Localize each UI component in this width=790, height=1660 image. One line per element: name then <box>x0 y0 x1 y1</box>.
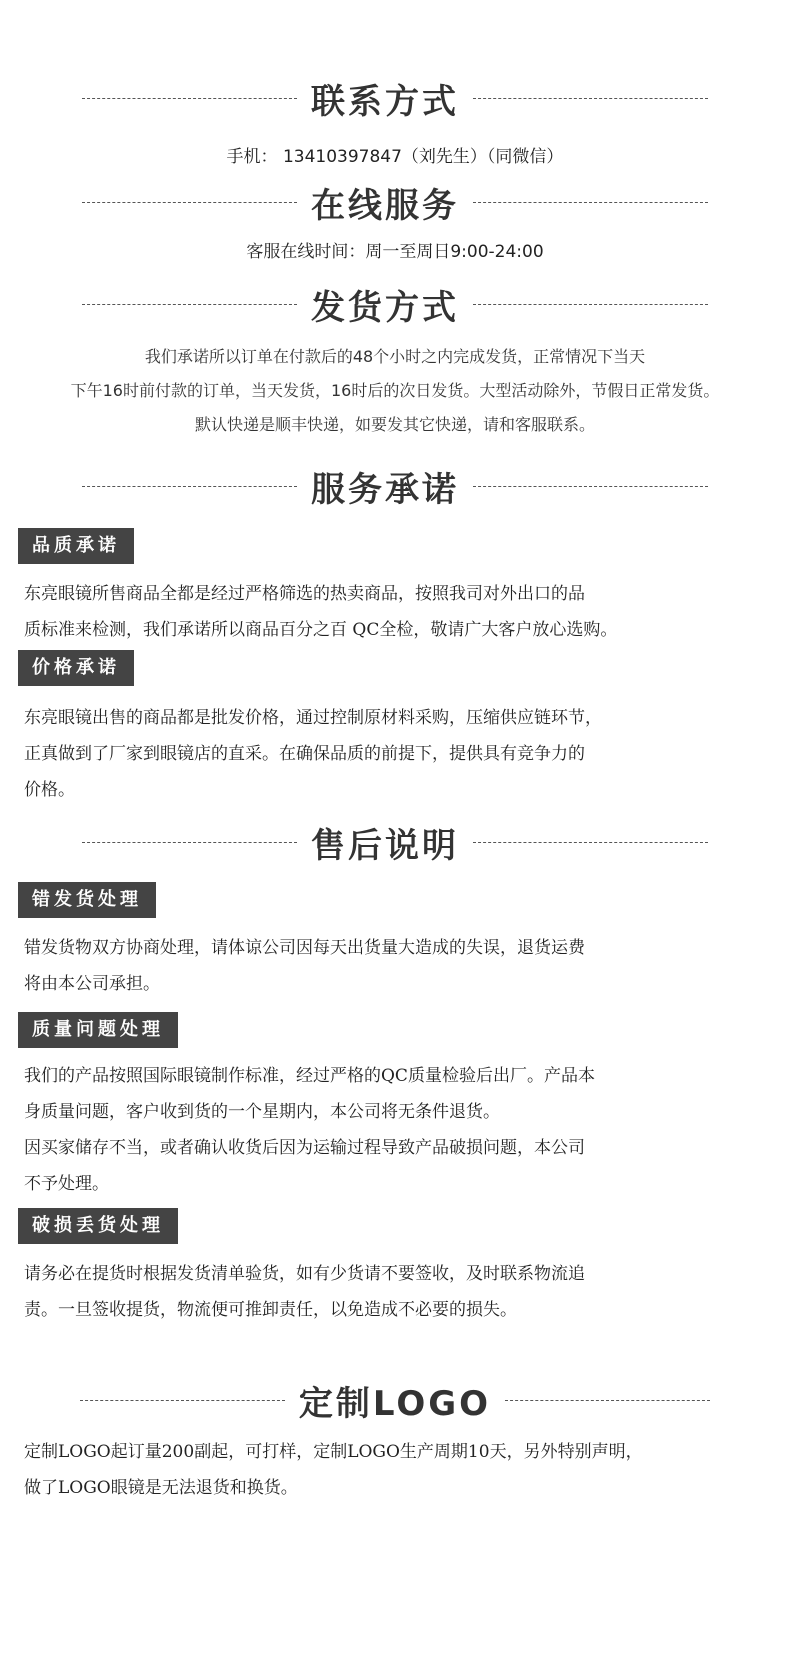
section-title: 服务承诺 <box>311 469 459 510</box>
paragraph-line: 东亮眼镜出售的商品都是批发价格，通过控制原材料采购，压缩供应链环节， <box>24 708 602 728</box>
section-title: 联系方式 <box>311 81 459 122</box>
section-heading-service <box>0 462 790 510</box>
divider-right <box>505 1400 710 1401</box>
section-title: 发货方式 <box>311 287 459 328</box>
damage-loss-text <box>24 1256 774 1328</box>
damage-loss-tag: 破损丢货处理 <box>18 1208 178 1244</box>
service-hours: 客服在线时间：周一至周日9:00-24:00 <box>246 242 544 262</box>
paragraph-line: 因买家储存不当，或者确认收货后因为运输过程导致产品破损问题，本公司 <box>24 1138 585 1158</box>
wrong-shipment-tag: 错发货处理 <box>18 882 156 918</box>
paragraph-line: 身质量问题，客户收到货的一个星期内，本公司将无条件退货。 <box>24 1102 500 1122</box>
paragraph-line: 质标准来检测，我们承诺所以商品百分之百 QC全检，敬请广大客户放心选购。 <box>24 620 618 640</box>
divider-left <box>82 304 297 305</box>
paragraph-line: 将由本公司承担。 <box>24 974 160 994</box>
shipping-line: 下午16时前付款的订单，当天发货，16时后的次日发货。大型活动除外，节假日正常发货。 <box>70 381 720 400</box>
paragraph-line: 我们的产品按照国际眼镜制作标准，经过严格的QC质量检验后出厂。产品本 <box>24 1066 595 1086</box>
section-heading-shipping <box>0 282 790 326</box>
price-promise-tag: 价格承诺 <box>18 650 134 686</box>
quality-promise-text <box>24 576 774 648</box>
divider-right <box>473 842 708 843</box>
divider-left <box>82 842 297 843</box>
divider-right <box>473 486 708 487</box>
shipping-line: 我们承诺所以订单在付款后的48个小时之内完成发货，正常情况下当天 <box>144 347 646 366</box>
divider-right <box>473 202 708 203</box>
section-title: 在线服务 <box>311 185 459 226</box>
divider-left <box>82 98 297 99</box>
divider-right <box>473 304 708 305</box>
divider-left <box>82 202 297 203</box>
section-heading-aftersales <box>0 818 790 866</box>
divider-left <box>82 486 297 487</box>
paragraph-line: 责。一旦签收提货，物流便可推卸责任，以免造成不必要的损失。 <box>24 1300 517 1320</box>
contact-phone: 手机： 13410397847（刘先生）（同微信） <box>226 147 564 167</box>
divider-right <box>473 98 708 99</box>
divider-left <box>80 1400 285 1401</box>
paragraph-line: 东亮眼镜所售商品全都是经过严格筛选的热卖商品，按照我司对外出口的品 <box>24 584 585 604</box>
paragraph-line: 请务必在提货时根据发货清单验货，如有少货请不要签收，及时联系物流追 <box>24 1264 585 1284</box>
paragraph-line: 不予处理。 <box>24 1174 109 1194</box>
quality-issue-tag: 质量问题处理 <box>18 1012 178 1048</box>
paragraph-line: 做了LOGO眼镜是无法退货和换货。 <box>24 1478 298 1498</box>
section-heading-logo <box>0 1376 790 1424</box>
logo-text <box>24 1434 774 1506</box>
shipping-line: 默认快递是顺丰快递，如要发其它快递，请和客服联系。 <box>194 415 595 434</box>
paragraph-line: 错发货物双方协商处理，请体谅公司因每天出货量大造成的失误，退货运费 <box>24 938 585 958</box>
quality-promise-tag: 品质承诺 <box>18 528 134 564</box>
section-heading-contact <box>0 76 790 120</box>
section-title: 定制LOGO <box>298 1383 492 1424</box>
paragraph-line: 价格。 <box>24 780 75 800</box>
paragraph-line: 正真做到了厂家到眼镜店的直采。在确保品质的前提下，提供具有竞争力的 <box>24 744 585 764</box>
wrong-shipment-text <box>24 930 774 1002</box>
quality-issue-text <box>24 1058 774 1202</box>
paragraph-line: 定制LOGO起订量200副起，可打样，定制LOGO生产周期10天，另外特别声明， <box>24 1442 643 1462</box>
shipping-description <box>0 340 790 442</box>
price-promise-text <box>24 700 774 808</box>
section-heading-online <box>0 180 790 224</box>
section-title: 售后说明 <box>311 825 459 866</box>
